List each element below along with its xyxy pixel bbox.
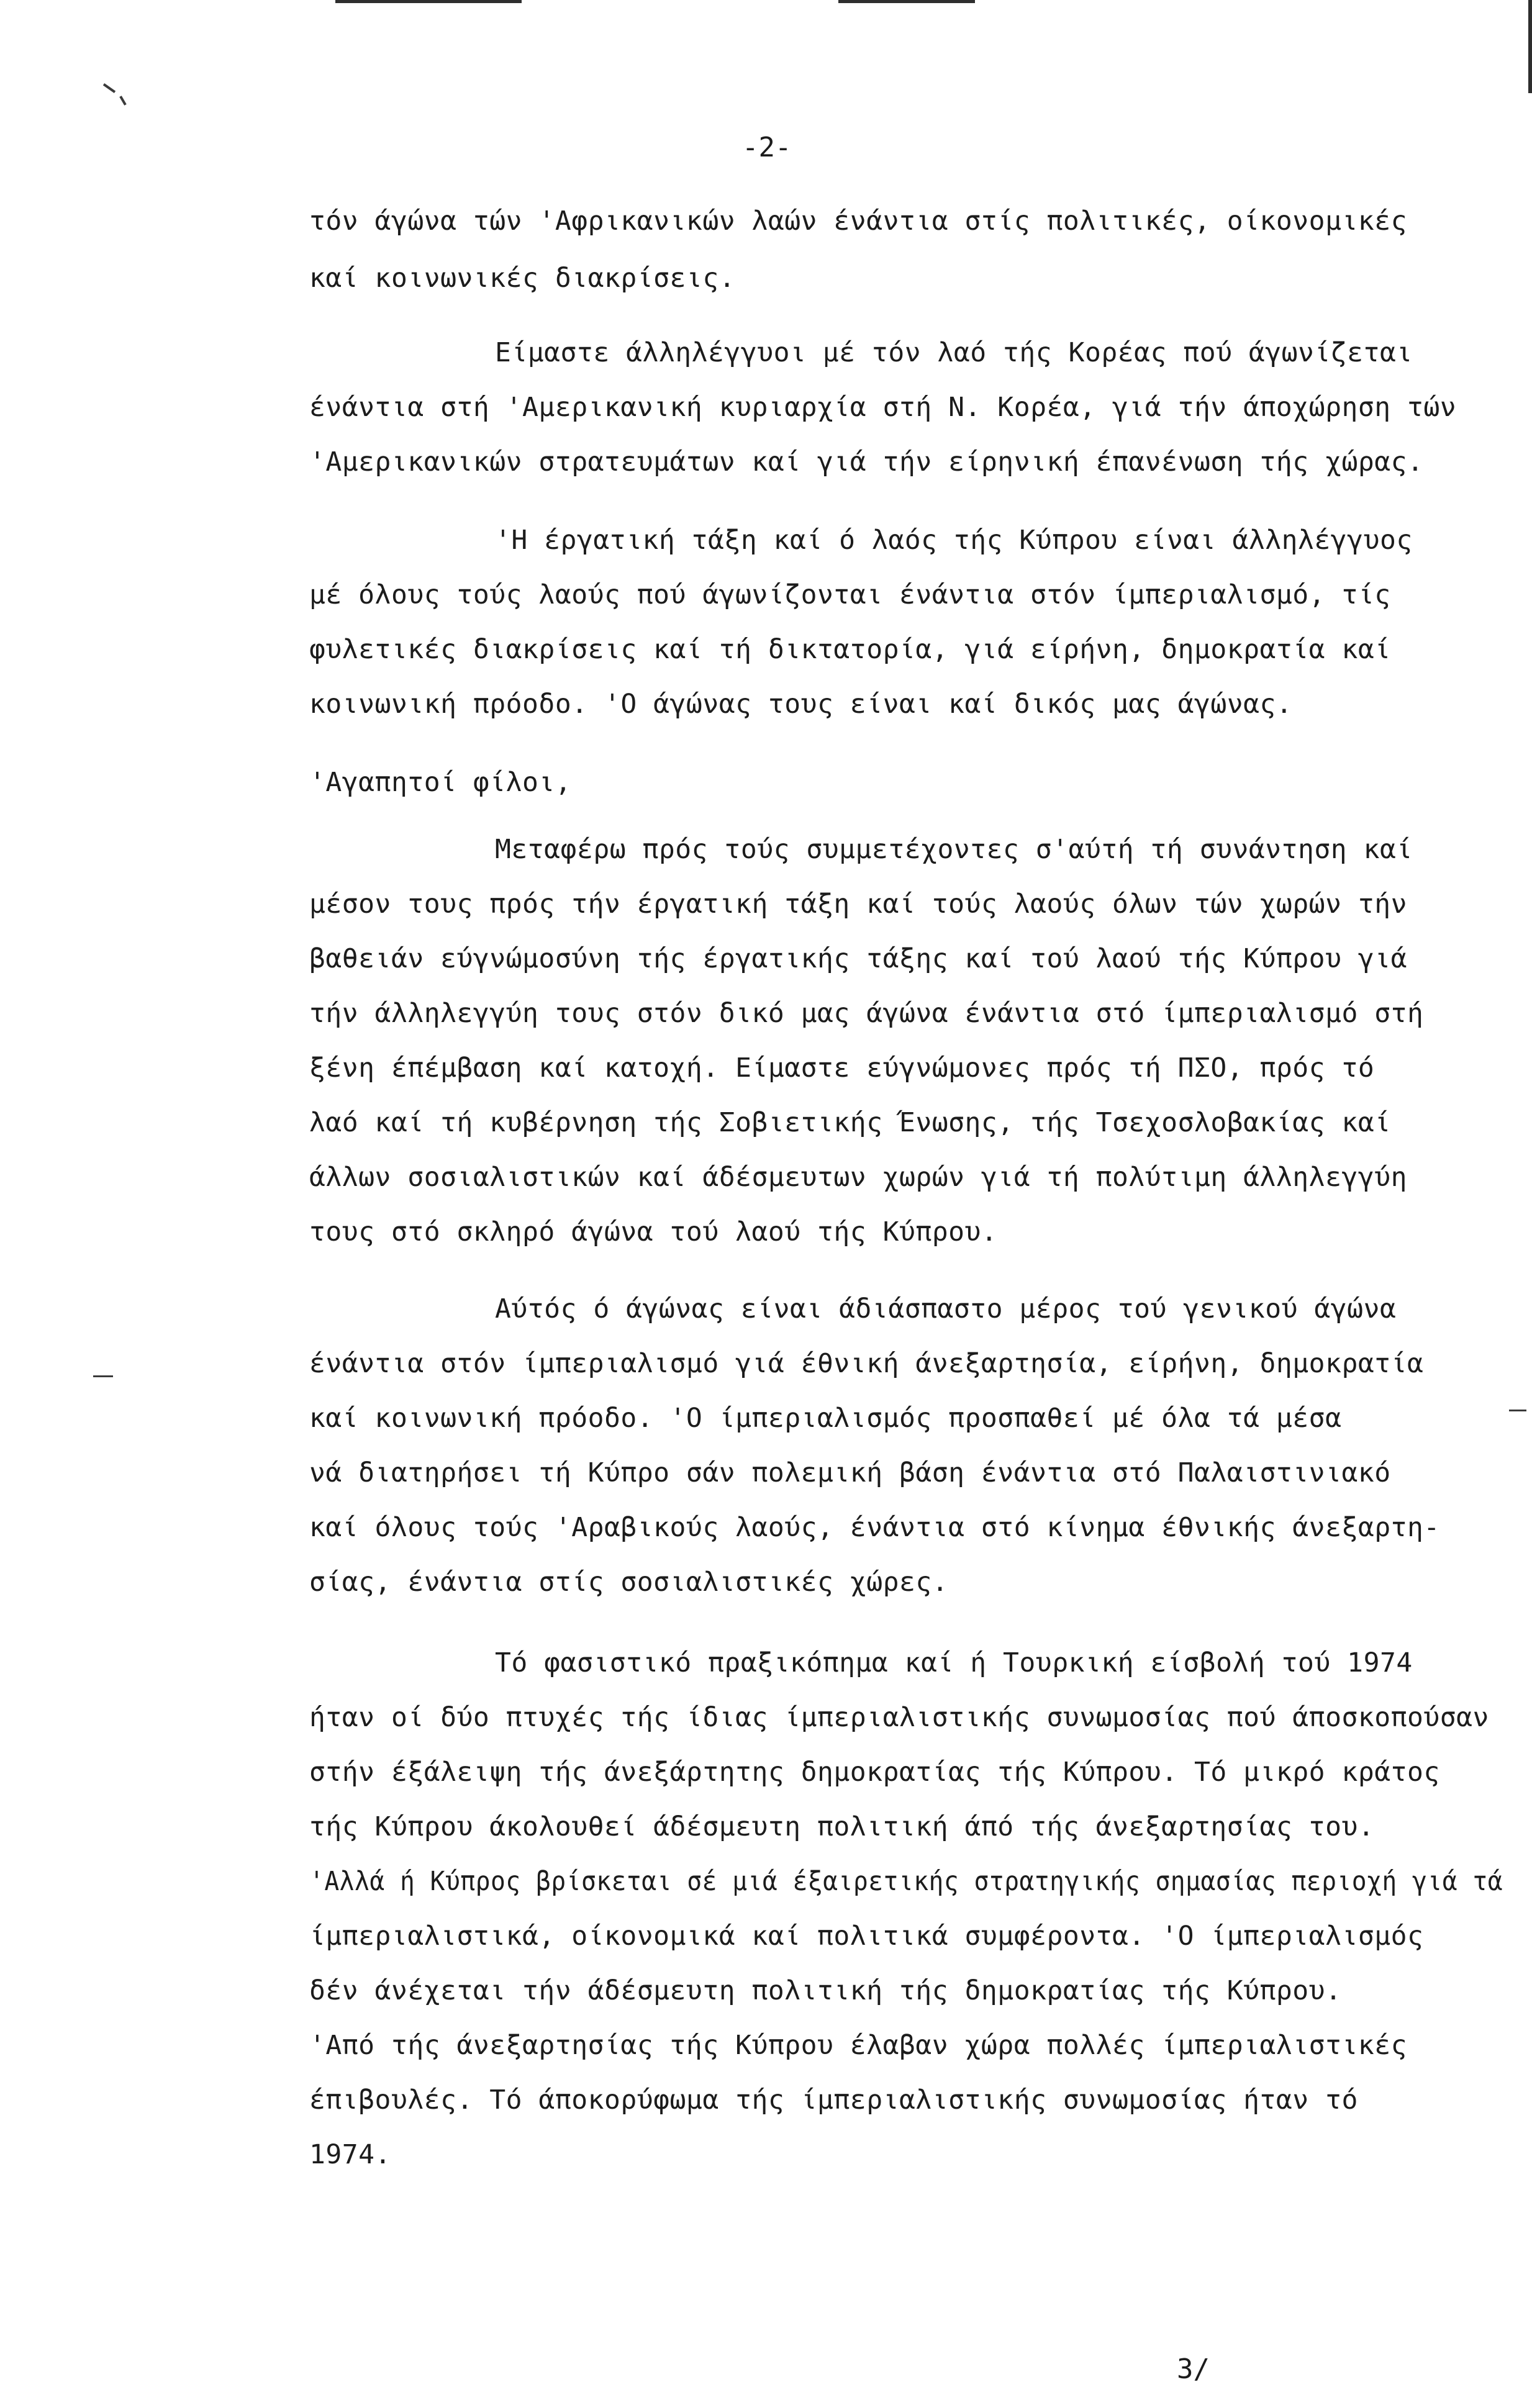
text-line: κοινωνική πρόοδο. 'Ο άγώνας τους είναι καί δικός μας άγώνας. — [309, 689, 1293, 720]
text-line: ένάντια στόν ίμπεριαλισμό γιά έθνική άνεξαρτησία, είρήνη, δημοκρατία — [309, 1348, 1424, 1379]
text-line: βαθειάν εύγνώμοσύνη τής έργατικής τάξης καί τού λαού τής Κύπρου γιά — [309, 943, 1408, 974]
text-line: τόν άγώνα τών 'Αφρικανικών λαών ένάντια στίς πολιτικές, οίκονομικές — [309, 206, 1408, 237]
scan-edge-mark — [1528, 0, 1532, 93]
salutation: 'Αγαπητοί φίλοι, — [309, 767, 572, 798]
text-line: λαό καί τή κυβέρνηση τής Σοβιετικής Ένωσης, τής Τσεχοσλοβακίας καί — [309, 1107, 1391, 1138]
margin-mark — [1509, 1410, 1526, 1411]
text-line: 1974. — [309, 2139, 391, 2170]
text-line: δέν άνέχεται τήν άδέσμευτη πολιτική τής δημοκρατίας τής Κύπρου. — [309, 1975, 1342, 2006]
text-line: φυλετικές διακρίσεις καί τή δικτατορία, γιά είρήνη, δημοκρατία καί — [309, 634, 1391, 665]
text-line: 'Η έργατική τάξη καί ό λαός τής Κύπρου είναι άλληλέγγυος — [495, 525, 1413, 556]
text-line: σίας, ένάντια στίς σοσιαλιστικές χώρες. — [309, 1567, 949, 1598]
text-line: 'Αμερικανικών στρατευμάτων καί γιά τήν είρηνική έπανένωση τής χώρας. — [309, 446, 1424, 478]
text-line: Μεταφέρω πρός τούς συμμετέχοντες σ'αύτή τή συνάντηση καί — [495, 834, 1413, 865]
scan-edge-mark — [335, 0, 522, 3]
page-number: -2- — [742, 132, 792, 163]
text-line: 'Αλλά ή Κύπρος βρίσκεται σέ μιά έξαιρετικής στρατηγικής σημασίας περιοχή γιά τά — [309, 1866, 1503, 1897]
scan-speck — [119, 96, 126, 106]
text-line: άλλων σοσιαλιστικών καί άδέσμευτων χωρών γιά τή πολύτιμη άλληλεγγύη — [309, 1162, 1408, 1193]
text-line: τήν άλληλεγγύη τους στόν δικό μας άγώνα ένάντια στό ίμπεριαλισμό στή — [309, 998, 1424, 1029]
text-line: στήν έξάλειψη τής άνεξάρτητης δημοκρατίας τής Κύπρου. Τό μικρό κράτος — [309, 1757, 1440, 1788]
text-line: καί κοινωνικές διακρίσεις. — [309, 263, 736, 294]
text-line: ξένη έπέμβαση καί κατοχή. Είμαστε εύγνώμονες πρός τή ΠΣΟ, πρός τό — [309, 1052, 1375, 1084]
text-line: Είμαστε άλληλέγγυοι μέ τόν λαό τής Κορέας πού άγωνίζεται — [495, 337, 1413, 368]
continuation-marker: 3/ — [1177, 2353, 1210, 2385]
text-line: ήταν οί δύο πτυχές τής ίδιας ίμπεριαλιστικής συνωμοσίας πού άποσκοπούσαν — [309, 1702, 1489, 1733]
text-line: καί όλους τούς 'Αραβικούς λαούς, ένάντια στό κίνημα έθνικής άνεξαρτη- — [309, 1512, 1440, 1543]
text-line: νά διατηρήσει τή Κύπρο σάν πολεμική βάση ένάντια στό Παλαιστινιακό — [309, 1457, 1391, 1488]
text-line: τους στό σκληρό άγώνα τού λαού τής Κύπρου. — [309, 1216, 998, 1247]
text-line: μέσον τους πρός τήν έργατική τάξη καί τούς λαούς όλων τών χωρών τήν — [309, 889, 1408, 920]
text-line: 'Από τής άνεξαρτησίας τής Κύπρου έλαβαν χώρα πολλές ίμπεριαλιστικές — [309, 2030, 1408, 2061]
text-line: Αύτός ό άγώνας είναι άδιάσπαστο μέρος τού γενικού άγώνα — [495, 1293, 1397, 1324]
text-line: τής Κύπρου άκολουθεί άδέσμευτη πολιτική άπό τής άνεξαρτησίας του. — [309, 1811, 1375, 1842]
scan-speck — [103, 83, 116, 93]
scan-edge-mark — [838, 0, 975, 3]
text-line: έπιβουλές. Τό άποκορύφωμα τής ίμπεριαλιστικής συνωμοσίας ήταν τό — [309, 2084, 1358, 2116]
margin-mark — [93, 1375, 113, 1377]
text-line: μέ όλους τούς λαούς πού άγωνίζονται ένάντια στόν ίμπεριαλισμό, τίς — [309, 579, 1391, 610]
text-line: ίμπεριαλιστικά, οίκονομικά καί πολιτικά συμφέροντα. 'Ο ίμπεριαλισμός — [309, 1921, 1424, 1952]
text-line: Τό φασιστικό πραξικόπημα καί ή Τουρκική είσβολή τού 1974 — [495, 1647, 1413, 1678]
text-line: ένάντια στή 'Αμερικανική κυριαρχία στή Ν. Κορέα, γιά τήν άποχώρηση τών — [309, 392, 1457, 423]
text-line: καί κοινωνική πρόοδο. 'Ο ίμπεριαλισμός προσπαθεί μέ όλα τά μέσα — [309, 1403, 1342, 1434]
